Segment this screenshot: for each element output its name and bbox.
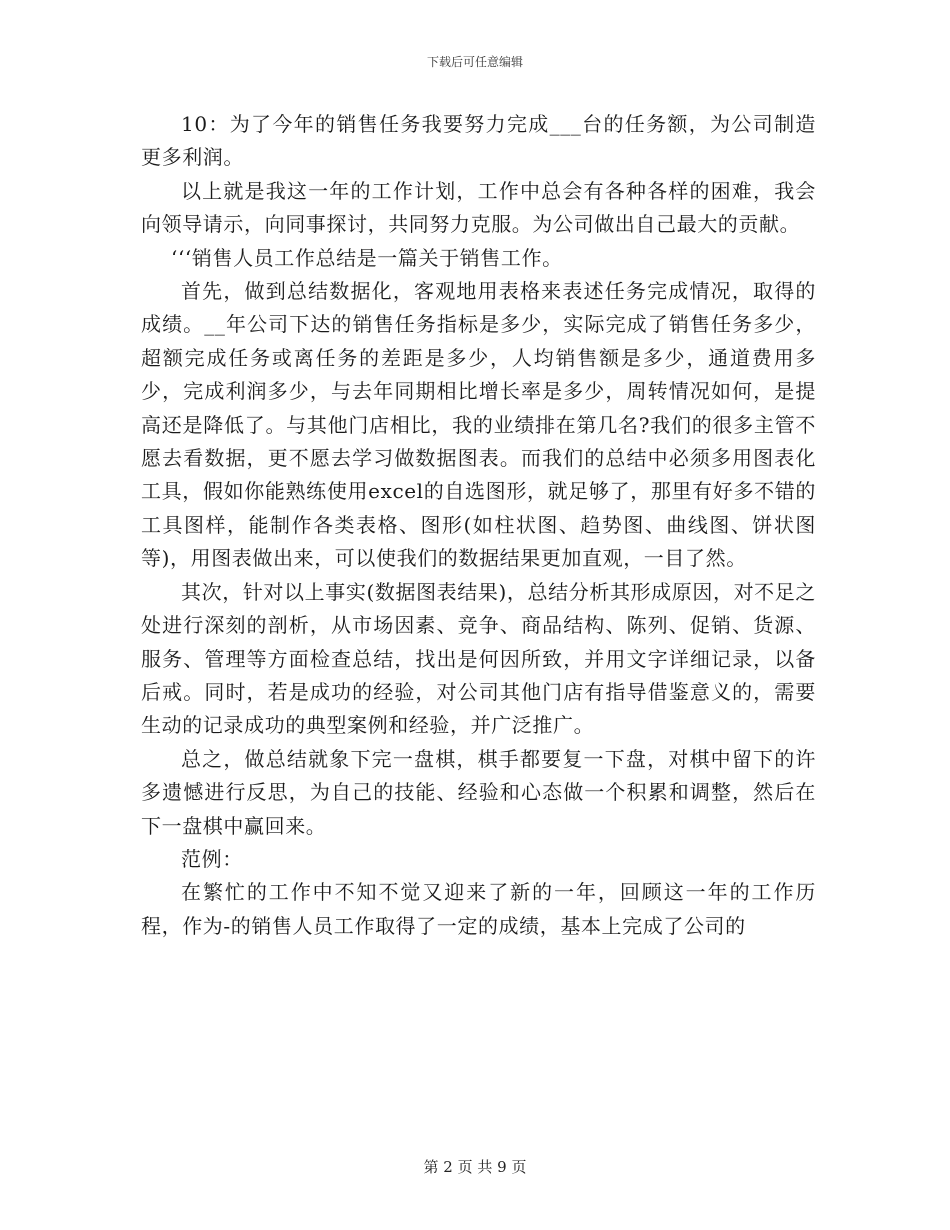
- paragraph-sales-target: 10：为了今年的销售任务我要努力完成___台的任务额，为公司制造更多利润。: [141, 112, 816, 170]
- paragraph-analysis-second: 其次，针对以上事实(数据图表结果)，总结分析其形成原因，对不足之处进行深刻的剖析，从市场因素、竞争、商品结构、陈列、促销、货源、服务、管理等方面检查总结，找出是何因所致，并用文字详细记录，以备后戒。同时，若是成功的经验，对公司其他门店有指导借鉴意义的，需要生动的记录成功的典型案例和经验，并广泛推广。: [141, 579, 816, 738]
- document-body: [141, 108, 816, 943]
- paragraph-plan-summary: 以上就是我这一年的工作计划，工作中总会有各种各样的困难，我会向领导请示，向同事探讨，共同努力克服。为公司做出自己最大的贡献。: [141, 178, 816, 237]
- paragraph-example-heading: 范例：: [181, 846, 243, 871]
- paragraph-conclusion: 总之，做总结就象下完一盘棋，棋手都要复一下盘，对棋中留下的许多遗憾进行反思，为自己的技能、经验和心态做一个积累和调整，然后在下一盘棋中赢回来。: [141, 746, 816, 838]
- paragraph-example-body: 在繁忙的工作中不知不觉又迎来了新的一年，回顾这一年的工作历程，作为-的销售人员工作取得了一定的成绩，基本上完成了公司的: [141, 880, 816, 938]
- paragraph-data-first: 首先，做到总结数据化，客观地用表格来表述任务完成情况，取得的成绩。__年公司下达的销售任务指标是多少，实际完成了销售任务多少，超额完成任务或离任务的差距是多少，人均销售额是多少，通道费用多少，完成利润多少，与去年同期相比增长率是多少，周转情况如何，是提高还是降低了。与其他门店相比，我的业绩排在第几名?我们的很多主管不愿去看数据，更不愿去学习做数据图表。而我们的总结中必须多用图表化工具，假如你能熟练使用excel的自选图形，就足够了，那里有好多不错的工具图样，能制作各类表格、图形(如柱状图、趋势图、曲线图、饼状图等)，用图表做出来，可以使我们的数据结果更加直观，一目了然。: [141, 279, 816, 571]
- page-header-note: 下载后可任意编辑: [426, 55, 523, 69]
- page-number-footer: 第 2 页 共 9 页: [423, 1158, 527, 1176]
- paragraph-summary-intro: ‘‘‘销售人员工作总结是一篇关于销售工作。: [171, 245, 563, 270]
